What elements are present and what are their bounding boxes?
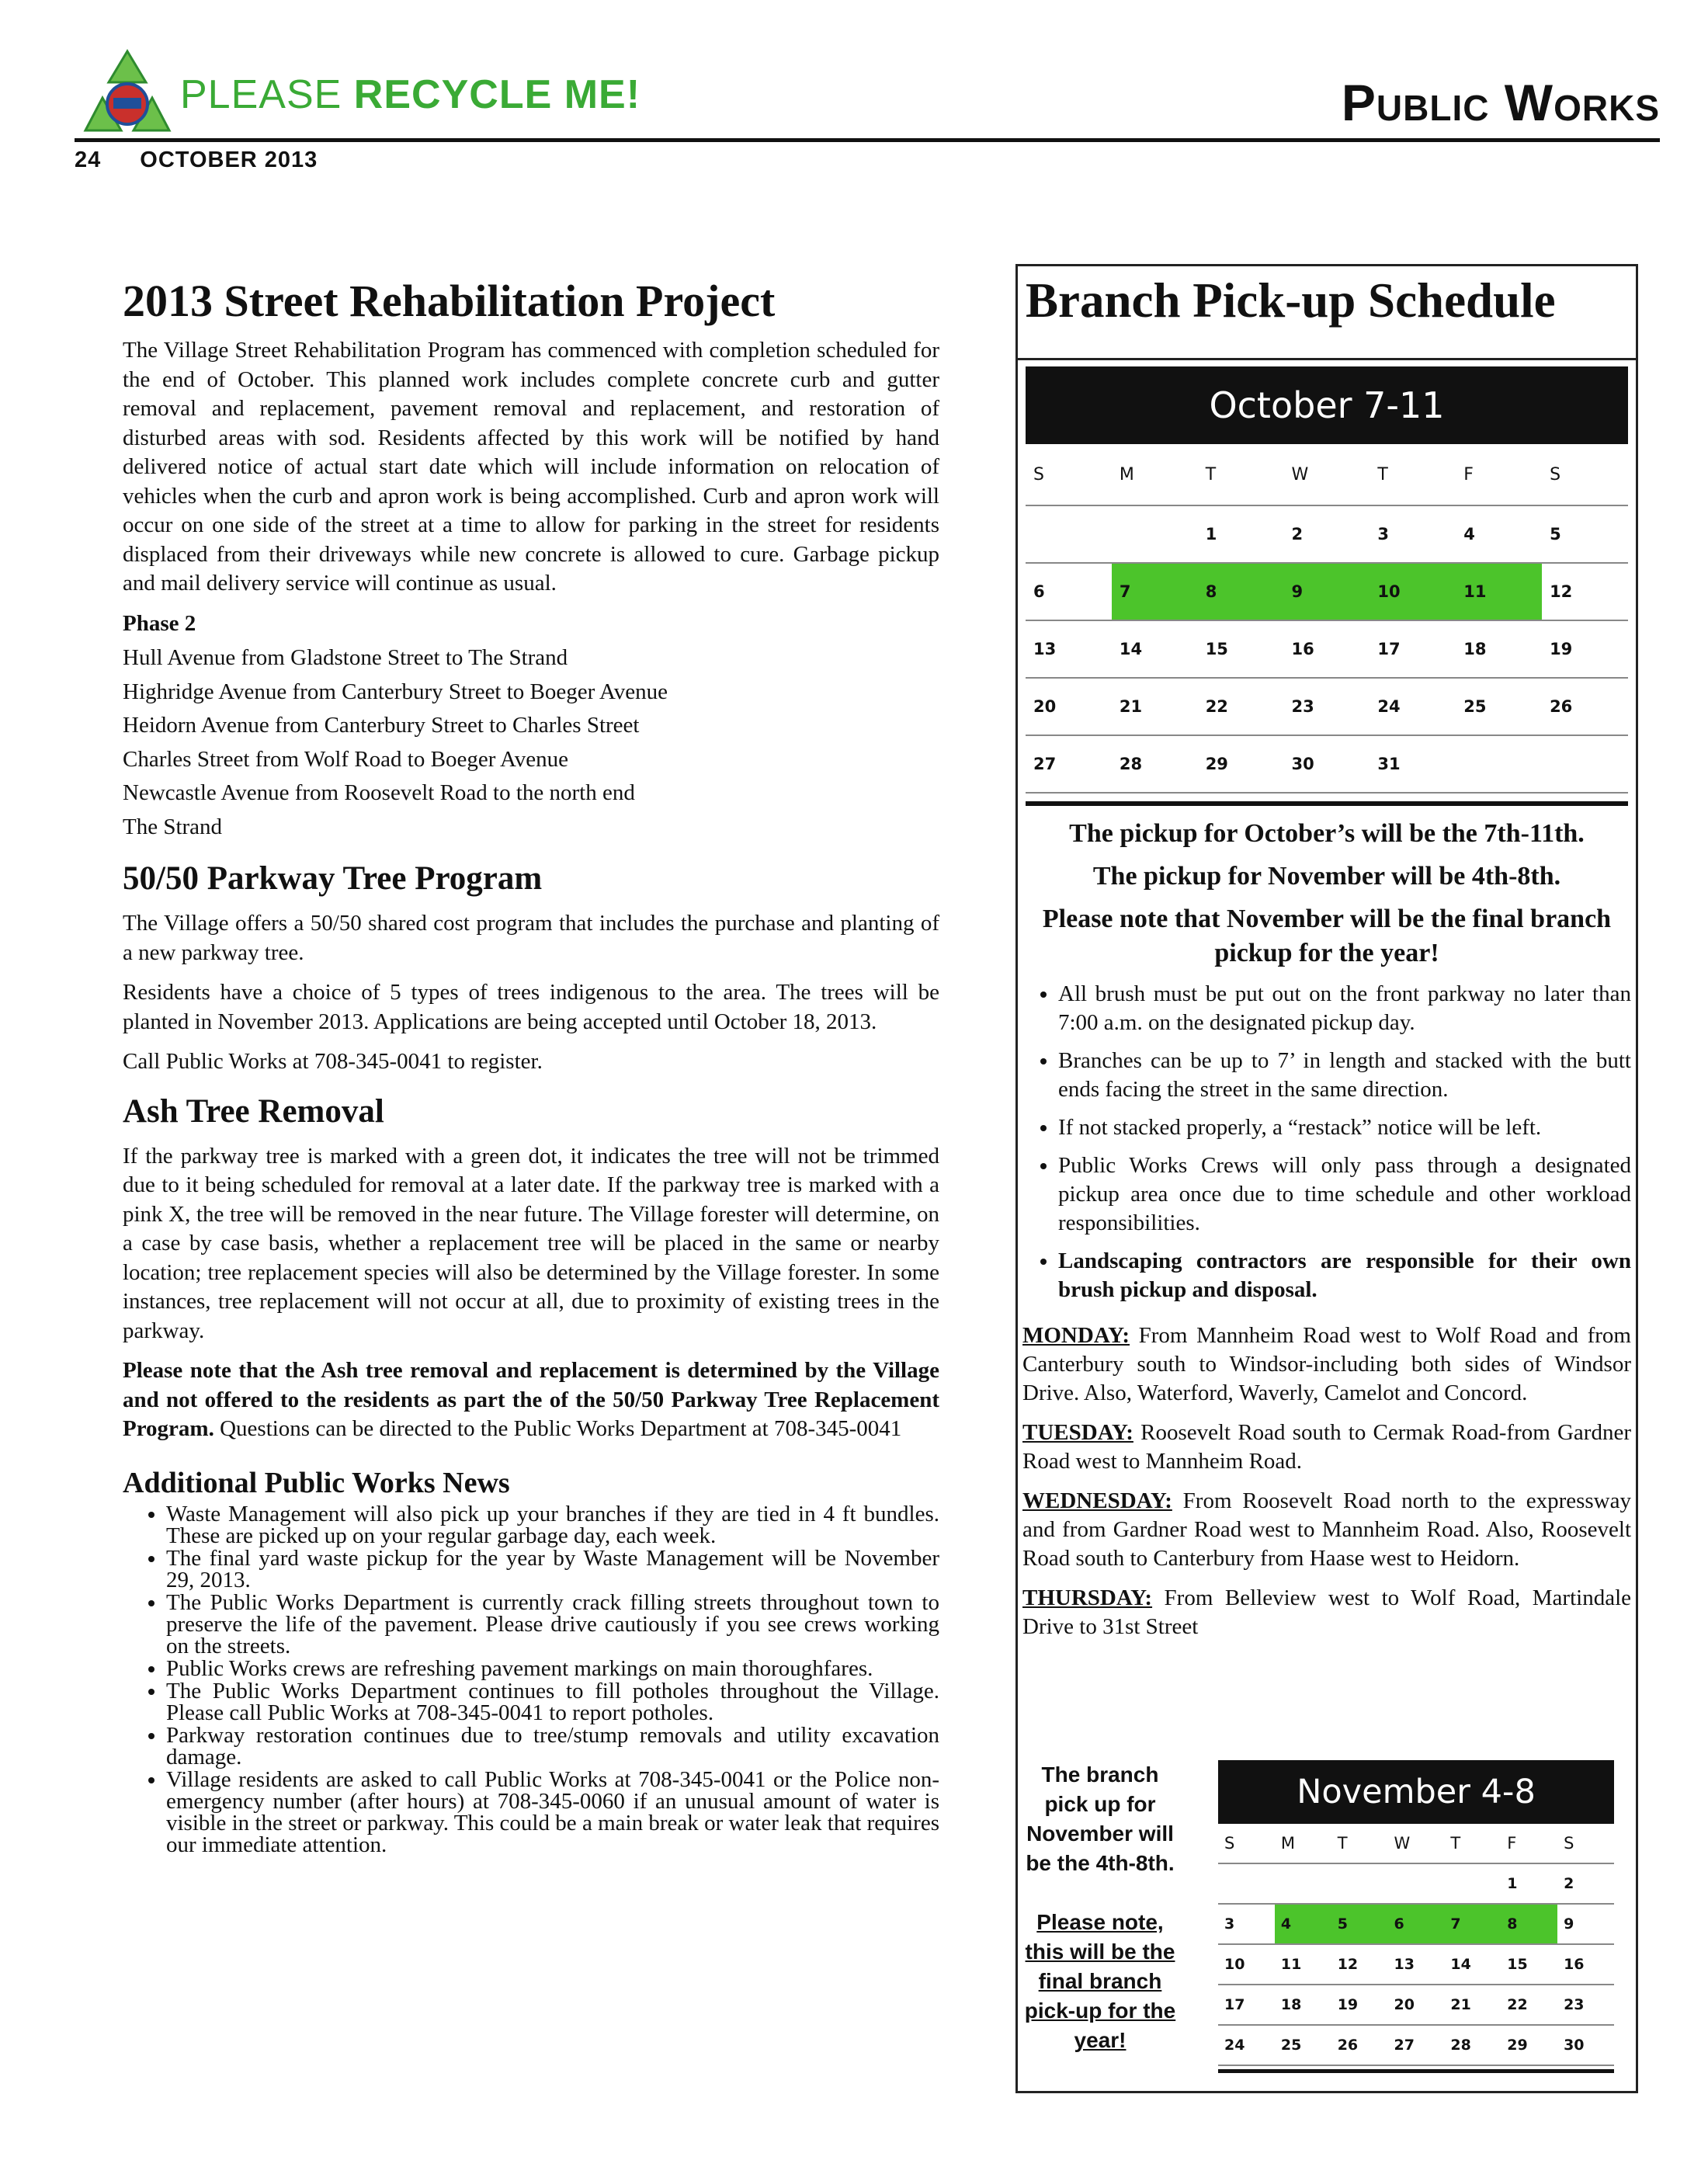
calendar-day: 27 — [1388, 2025, 1445, 2065]
ash-removal-contact: Questions can be directed to the Public Works Department at 708-345-0041 — [214, 1416, 902, 1441]
calendar-day — [1275, 1863, 1331, 1904]
news-title: Additional Public Works News — [123, 1466, 510, 1499]
recycle-bold: RECYCLE ME! — [353, 72, 641, 117]
calendar-day: 13 — [1388, 1944, 1445, 1985]
weekday-label: F — [1456, 444, 1542, 505]
street-item: Charles Street from Wolf Road to Boeger Avenue — [123, 746, 569, 772]
street-project-body: The Village Street Rehabilitation Program has commenced with completion scheduled for the end of October. This planned work includes complete concrete curb and gutter removal and replacement, pavement removal and replacement, and restoration of disturbed areas with sod. Residents affected by this work will be notified by hand delivered notice of actual start date which will include information on relocation of vehicles when the curb and apron work is being accomplished. Curb and apron work will occur on one side of the street at a time to allow for parking in the street for residents displaced from their driveways while new concrete is allowed to cure. Garbage pickup and mail delivery service will continue as usual. — [123, 338, 939, 596]
recycle-logo-icon — [75, 47, 180, 140]
route-day: WEDNESDAY: — [1022, 1488, 1172, 1513]
november-final-note: Please note, this will be the final branch pick-up for the year! — [1024, 1910, 1176, 2052]
calendar-day: 18 — [1275, 1985, 1331, 2025]
calendar-day: 24 — [1218, 2025, 1275, 2065]
calendar-day: 2 — [1557, 1863, 1614, 1904]
calendar-day: 19 — [1542, 620, 1628, 678]
tree-program-p3: Call Public Works at 708-345-0041 to register. — [123, 1049, 543, 1074]
calendar-day: 15 — [1501, 1944, 1557, 1985]
rule-item: • Landscaping contractors are responsible for their own brush pickup and disposal. — [1058, 1247, 1631, 1304]
news-item: • Village residents are asked to call Public Works at 708-345-0041 or the Police non-emergency number (after hours) at 708-345-0060 if an unusual amount of water is visible in the street or parkway. This could be a main break or water leak that requires our immediate attention. — [166, 1769, 939, 1856]
calendar-day: 11 — [1275, 1944, 1331, 1985]
calendar-day: 23 — [1284, 678, 1370, 735]
header-divider — [75, 138, 1660, 142]
october-calendar — [1026, 444, 1628, 794]
route-monday — [1022, 1321, 1631, 1408]
calendar-day: 9 — [1557, 1904, 1614, 1944]
calendar-day: 24 — [1370, 678, 1456, 735]
november-note: The branch pick up for November will be the 4th-8th. — [1026, 1762, 1175, 1875]
calendar-day: 31 — [1370, 735, 1456, 793]
calendar-day: 28 — [1444, 2025, 1501, 2065]
calendar-day: 26 — [1331, 2025, 1388, 2065]
november-week-row — [1218, 1985, 1614, 2025]
calendar-day: 25 — [1456, 678, 1542, 735]
november-week-row — [1218, 1944, 1614, 1985]
october-week-row — [1026, 505, 1628, 563]
calendar-day: 14 — [1444, 1944, 1501, 1985]
weekday-label: S — [1218, 1824, 1275, 1863]
route-day: THURSDAY: — [1022, 1585, 1153, 1610]
street-project-title: 2013 Street Rehabilitation Project — [123, 276, 776, 326]
page-info — [75, 148, 356, 173]
route-text: Roosevelt Road south to Cermak Road-from Gardner Road west to Mannheim Road. — [1022, 1420, 1631, 1474]
weekday-label: M — [1275, 1824, 1331, 1863]
november-week-row — [1218, 1904, 1614, 1944]
route-thursday — [1022, 1584, 1631, 1641]
weekday-label: F — [1501, 1824, 1557, 1863]
weekday-label: S — [1542, 444, 1628, 505]
rule-item: • Public Works Crews will only pass through a designated pickup area once due to time schedule and other workload responsibilities. — [1058, 1151, 1631, 1238]
pickup-day: 7 — [1444, 1904, 1501, 1944]
calendar-day: 29 — [1198, 735, 1284, 793]
street-item: Highridge Avenue from Canterbury Street to Boeger Avenue — [123, 679, 668, 704]
calendar-day: 14 — [1112, 620, 1198, 678]
weekday-label: W — [1284, 444, 1370, 505]
calendar-day — [1456, 735, 1542, 793]
branch-schedule-title: Branch Pick-up Schedule — [1018, 266, 1636, 360]
calendar-day: 26 — [1542, 678, 1628, 735]
calendar-day: 10 — [1218, 1944, 1275, 1985]
calendar-day: 27 — [1026, 735, 1112, 793]
route-tuesday — [1022, 1419, 1631, 1476]
ash-removal-p1: If the parkway tree is marked with a green dot, it indicates the tree will not be trimmed due to it being scheduled for removal at a later date. If the parkway tree is marked with a pink X, the tree will be removed in the near future. The Village forester will determine, on a case by case basis, whether a replacement tree will be placed in the same or nearby location; tree replacement species will also be determined by the Village forester. In some instances, tree replacement will not occur at all, due to proximity of existing trees in the parkway. — [123, 1143, 939, 1343]
calendar-day: 21 — [1112, 678, 1198, 735]
calendar-day: 19 — [1331, 1985, 1388, 2025]
recycle-slogan — [180, 71, 640, 118]
weekday-label: W — [1388, 1824, 1445, 1863]
pickup-note-final: Please note that November will be the final branch pickup for the year! — [1042, 905, 1612, 967]
news-item: • The Public Works Department is currently crack filling streets throughout town to preserve the life of the pavement. Please drive cautiously if you see crews working on the streets. — [166, 1592, 939, 1657]
calendar-day — [1218, 1863, 1275, 1904]
news-item: • The Public Works Department continues to fill potholes throughout the Village. Please call Public Works at 708-345-0041 to report potholes. — [166, 1680, 939, 1724]
route-schedule — [1018, 1314, 1636, 1641]
calendar-day: 20 — [1026, 678, 1112, 735]
phase-label: Phase 2 — [123, 610, 196, 636]
weekday-label: S — [1026, 444, 1112, 505]
route-day: TUESDAY: — [1022, 1420, 1133, 1445]
calendar-day: 30 — [1557, 2025, 1614, 2065]
pickup-day: 10 — [1370, 563, 1456, 620]
calendar-day — [1542, 735, 1628, 793]
street-item: The Strand — [123, 814, 223, 839]
tree-program-p2: Residents have a choice of 5 types of trees indigenous to the area. The trees will be planted in November 2013. Applications are being accepted until October 18, 2013. — [123, 980, 939, 1034]
route-text: From Mannheim Road west to Wolf Road and from Canterbury south to Windsor-including both sides of Windsor Drive. Also, Waterford, Waverly, Camelot and Concord. — [1022, 1323, 1631, 1405]
pickup-note-october: The pickup for October’s will be the 7th-11th. — [1069, 819, 1585, 848]
calendar-day: 17 — [1218, 1985, 1275, 2025]
street-item: Heidorn Avenue from Canterbury Street to Charles Street — [123, 713, 640, 738]
october-weekday-row — [1026, 444, 1628, 505]
route-day: MONDAY: — [1022, 1323, 1130, 1348]
calendar-day: 22 — [1501, 1985, 1557, 2025]
pickup-notes — [1018, 806, 1636, 971]
ash-removal-note: Please note that the Ash tree removal and replacement is determined by the Village and not offered to the residents as part the of the 50/50 Parkway Tree Replacement Program. — [123, 1358, 939, 1441]
calendar-day — [1388, 1863, 1445, 1904]
rule-item: • Branches can be up to 7’ in length and stacked with the butt ends facing the street in the same direction. — [1058, 1047, 1631, 1104]
pickup-day: 6 — [1388, 1904, 1445, 1944]
calendar-day: 30 — [1284, 735, 1370, 793]
page-number: 24 — [75, 148, 102, 172]
pickup-day: 4 — [1275, 1904, 1331, 1944]
rule-item: • All brush must be put out on the front parkway no later than 7:00 a.m. on the designated pickup day. — [1058, 980, 1631, 1037]
pickup-day: 8 — [1501, 1904, 1557, 1944]
pickup-day: 9 — [1284, 563, 1370, 620]
november-banner: November 4-8 — [1218, 1760, 1614, 1824]
calendar-day: 3 — [1370, 505, 1456, 563]
october-banner: October 7-11 — [1026, 366, 1628, 444]
calendar-day: 29 — [1501, 2025, 1557, 2065]
calendar-day: 6 — [1026, 563, 1112, 620]
calendar-day: 21 — [1444, 1985, 1501, 2025]
route-wednesday — [1022, 1487, 1631, 1573]
weekday-label: T — [1444, 1824, 1501, 1863]
route-text: From Belleview west to Wolf Road, Martindale Drive to 31st Street — [1022, 1585, 1631, 1639]
left-column — [123, 276, 939, 1856]
weekday-label: M — [1112, 444, 1198, 505]
calendar-day: 4 — [1456, 505, 1542, 563]
issue-date: OCTOBER 2013 — [140, 148, 318, 172]
street-item: Newcastle Avenue from Roosevelt Road to the north end — [123, 780, 635, 805]
tree-program-p1: The Village offers a 50/50 shared cost program that includes the purchase and planting of a new parkway tree. — [123, 911, 939, 965]
section-title: Public Works — [1341, 74, 1660, 131]
november-section — [1018, 1760, 1636, 2086]
calendar-day: 28 — [1112, 735, 1198, 793]
november-week-row — [1218, 1863, 1614, 1904]
recycle-prefix: PLEASE — [180, 72, 342, 117]
calendar-day: 15 — [1198, 620, 1284, 678]
news-item: • Waste Management will also pick up your branches if they are tied in 4 ft bundles. These are picked up on your regular garbage day, each week. — [166, 1503, 939, 1547]
calendar-day: 3 — [1218, 1904, 1275, 1944]
calendar-day — [1444, 1863, 1501, 1904]
calendar-day: 12 — [1542, 563, 1628, 620]
branch-schedule-box — [1015, 264, 1638, 2093]
october-week-row — [1026, 735, 1628, 793]
weekday-label: T — [1198, 444, 1284, 505]
november-weekday-row — [1218, 1824, 1614, 1863]
rule-item: • If not stacked properly, a “restack” notice will be left. — [1058, 1113, 1631, 1142]
ash-removal-p2 — [123, 1356, 939, 1444]
calendar-day: 25 — [1275, 2025, 1331, 2065]
calendar-day: 20 — [1388, 1985, 1445, 2025]
page-header — [75, 43, 1660, 146]
calendar-day: 2 — [1284, 505, 1370, 563]
calendar-day: 16 — [1557, 1944, 1614, 1985]
tree-program-title: 50/50 Parkway Tree Program — [123, 860, 543, 897]
news-list — [123, 1503, 939, 1856]
calendar-day — [1112, 505, 1198, 563]
pickup-rules — [1018, 980, 1636, 1304]
pickup-note-november: The pickup for November will be 4th-8th. — [1092, 862, 1561, 891]
october-week-row — [1026, 620, 1628, 678]
calendar-day: 23 — [1557, 1985, 1614, 2025]
pickup-day: 11 — [1456, 563, 1542, 620]
news-item: • Public Works crews are refreshing pavement markings on main thoroughfares. — [166, 1658, 939, 1679]
october-week-row — [1026, 563, 1628, 620]
november-calendar-wrap — [1218, 1760, 1614, 2073]
weekday-label: S — [1557, 1824, 1614, 1863]
october-week-row — [1026, 678, 1628, 735]
route-text: From Roosevelt Road north to the expressway and from Gardner Road west to Mannheim Road. Also, Roosevelt Road south to Canterbury from Haase west to Heidorn. — [1022, 1488, 1631, 1571]
calendar-day: 22 — [1198, 678, 1284, 735]
ash-removal-title: Ash Tree Removal — [123, 1092, 384, 1130]
november-side-notes — [1022, 1760, 1178, 2055]
calendar-day: 16 — [1284, 620, 1370, 678]
calendar-day: 5 — [1542, 505, 1628, 563]
calendar-day: 1 — [1198, 505, 1284, 563]
calendar-day: 13 — [1026, 620, 1112, 678]
calendar-day: 1 — [1501, 1863, 1557, 1904]
calendar-day — [1331, 1863, 1388, 1904]
news-item: • Parkway restoration continues due to tree/stump removals and utility excavation damage. — [166, 1724, 939, 1768]
calendar-day: 12 — [1331, 1944, 1388, 1985]
news-item: • The final yard waste pickup for the year by Waste Management will be November 29, 2013. — [166, 1547, 939, 1591]
november-calendar — [1218, 1824, 1614, 2066]
calendar-day: 17 — [1370, 620, 1456, 678]
calendar-day: 18 — [1456, 620, 1542, 678]
november-divider — [1218, 2069, 1614, 2073]
calendar-day — [1026, 505, 1112, 563]
november-week-row — [1218, 2025, 1614, 2065]
street-list — [123, 641, 939, 844]
pickup-day: 8 — [1198, 563, 1284, 620]
weekday-label: T — [1331, 1824, 1388, 1863]
weekday-label: T — [1370, 444, 1456, 505]
pickup-day: 7 — [1112, 563, 1198, 620]
street-item: Hull Avenue from Gladstone Street to The Strand — [123, 645, 568, 670]
pickup-day: 5 — [1331, 1904, 1388, 1944]
